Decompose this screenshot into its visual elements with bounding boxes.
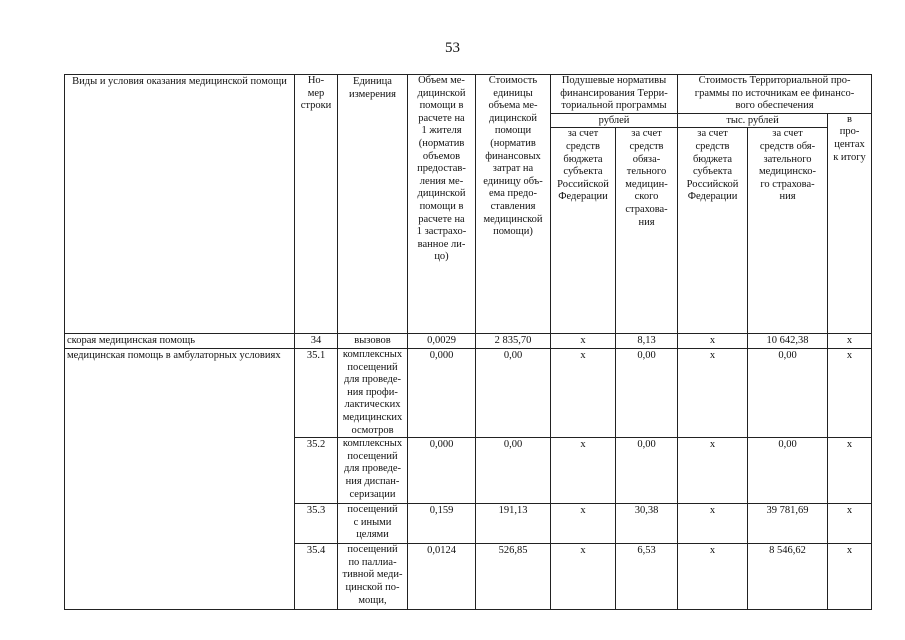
row-volume: 0,000 [408, 348, 476, 437]
row-name: скорая медицинская помощь [65, 334, 295, 349]
row-percent: х [828, 334, 872, 349]
header-cost-unit: тыс. рублей [678, 113, 828, 128]
row-norm-oms: 30,38 [616, 504, 678, 544]
header-norms-unit: рублей [551, 113, 678, 128]
header-norm-oms: за счет средств обяза- тельного медицин- ского страхова- ния [616, 128, 678, 334]
page-number: 53 [445, 40, 460, 56]
header-percent: в про- центах к итогу [828, 113, 872, 334]
row-cost-oms: 8 546,62 [748, 544, 828, 610]
row-unit: вызовов [338, 334, 408, 349]
header-unit-cost: Стоимость единицы объема ме- дицинской помощи (норматив финансовых затрат на единицу объ- ема предо- ставления медицинской помощи) [476, 75, 551, 334]
row-number: 34 [295, 334, 338, 349]
table-row [65, 334, 872, 349]
row-number: 35.4 [295, 544, 338, 610]
row-cost: 526,85 [476, 544, 551, 610]
row-cost-budget: х [678, 334, 748, 349]
row-volume: 0,000 [408, 438, 476, 504]
row-norm-budget: х [551, 544, 616, 610]
row-cost-oms: 39 781,69 [748, 504, 828, 544]
row-volume: 0,159 [408, 504, 476, 544]
row-cost-budget: х [678, 348, 748, 437]
header-cost-oms: за счет средств обя- зательного медицинско- го страхова- ния [748, 128, 828, 334]
row-percent: х [828, 544, 872, 610]
row-percent: х [828, 348, 872, 437]
row-norm-budget: х [551, 438, 616, 504]
row-norm-oms: 6,53 [616, 544, 678, 610]
row-unit: посещений с иными целями [338, 504, 408, 544]
row-cost-oms: 0,00 [748, 348, 828, 437]
row-cost-budget: х [678, 438, 748, 504]
header-row-1 [65, 75, 872, 114]
row-cost: 2 835,70 [476, 334, 551, 349]
row-norm-oms: 8,13 [616, 334, 678, 349]
row-percent: х [828, 438, 872, 504]
row-unit: посещений по паллиа- тивной меди- цинской по- мощи, [338, 544, 408, 610]
header-types: Виды и условия оказания медицинской помощи [65, 75, 295, 334]
row-volume: 0,0124 [408, 544, 476, 610]
header-cost-budget: за счет средств бюджета субъекта Российской Федерации [678, 128, 748, 334]
row-norm-budget: х [551, 504, 616, 544]
row-volume: 0,0029 [408, 334, 476, 349]
header-volume: Объем ме- дицинской помощи в расчете на 1 жителя (норматив объемов предостав- ления ме- дицинской помощи в расчете на 1 застрахо- ванное ли- цо) [408, 75, 476, 334]
header-norms-group: Подушевые нормативы финансирования Терри- ториальной программы [551, 75, 678, 114]
row-number: 35.1 [295, 348, 338, 437]
row-number: 35.3 [295, 504, 338, 544]
row-name: медицинская помощь в амбулаторных условиях [65, 348, 295, 609]
row-norm-oms: 0,00 [616, 348, 678, 437]
table-row [65, 348, 872, 437]
row-cost: 191,13 [476, 504, 551, 544]
row-norm-oms: 0,00 [616, 438, 678, 504]
row-cost: 0,00 [476, 438, 551, 504]
row-unit: комплексных посещений для проведе- ния диспан- серизации [338, 438, 408, 504]
row-cost-budget: х [678, 544, 748, 610]
financing-table [64, 74, 872, 610]
header-unit: Единица измерения [338, 75, 408, 334]
row-norm-budget: х [551, 334, 616, 349]
row-percent: х [828, 504, 872, 544]
row-cost-oms: 10 642,38 [748, 334, 828, 349]
header-row-number: Но- мер строки [295, 75, 338, 334]
row-cost-budget: х [678, 504, 748, 544]
row-number: 35.2 [295, 438, 338, 504]
row-norm-budget: х [551, 348, 616, 437]
row-unit: комплексных посещений для проведе- ния профи- лактических медицинских осмотров [338, 348, 408, 437]
row-cost-oms: 0,00 [748, 438, 828, 504]
header-norm-budget: за счет средств бюджета субъекта Российской Федерации [551, 128, 616, 334]
row-cost: 0,00 [476, 348, 551, 437]
header-cost-group: Стоимость Территориальной про- граммы по источникам ее финансо- вого обеспечения [678, 75, 872, 114]
